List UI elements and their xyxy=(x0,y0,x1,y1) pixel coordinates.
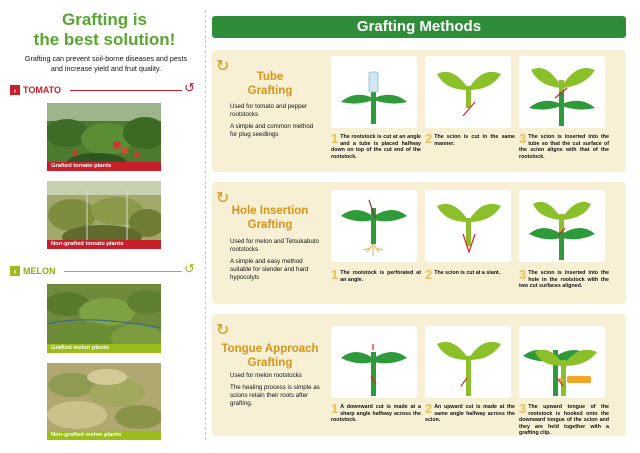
method-tongue-approach-grafting xyxy=(212,314,626,436)
tube-step-2-caption xyxy=(425,131,515,147)
tube-step-2-illustration xyxy=(425,56,511,128)
headline-line-2: the best solution! xyxy=(33,30,176,49)
step-text: A downward cut is made at a sharp angle halfway across the rootstock. xyxy=(331,404,421,423)
step-number: 2 xyxy=(425,267,433,282)
melon-tag-icon: › xyxy=(10,266,20,276)
tomato-tag-icon: › xyxy=(10,85,20,95)
melon-swirl-icon: ↺ xyxy=(184,261,195,276)
tube-step-3-illustration xyxy=(519,56,605,128)
step-number: 3 xyxy=(519,131,527,146)
step-text: The rootstock is cut at an angle and a tube is placed halfway down on top of the cut end of the rootstock. xyxy=(331,134,421,160)
tomato-label: TOMATO xyxy=(23,85,61,95)
tongue-step-3-caption xyxy=(519,401,609,437)
grafting-methods-title: Grafting Methods xyxy=(212,16,626,38)
headline-line-1: Grafting is xyxy=(61,10,147,29)
grafted-melon-caption: Grafted melon plants xyxy=(47,344,161,353)
tomato-divider xyxy=(70,90,182,91)
method-title xyxy=(216,70,324,98)
step-number: 1 xyxy=(331,131,339,146)
non-grafted-melon-photo xyxy=(47,363,161,431)
method-desc-benefit: A simple and easy method suitable for slender and hard hypocotyls xyxy=(230,258,309,281)
step-text: The scion is inserted into the hole in the rootstock with the two cut surfaces aligned. xyxy=(519,270,609,289)
hole-step-1-illustration xyxy=(331,190,417,262)
method-description xyxy=(230,238,322,286)
method-tube-grafting xyxy=(212,50,626,172)
step-number: 2 xyxy=(425,131,433,146)
method-title xyxy=(216,204,324,232)
step-number: 2 xyxy=(425,401,433,416)
step-number: 1 xyxy=(331,401,339,416)
step-number: 3 xyxy=(519,401,527,416)
step-number: 3 xyxy=(519,267,527,282)
tube-step-1-caption xyxy=(331,131,421,160)
non-grafted-tomato-photo xyxy=(47,181,161,249)
hole-swirl-icon: ↻ xyxy=(216,190,230,207)
method-title xyxy=(216,342,324,370)
method-title-line-2: Grafting xyxy=(247,85,293,97)
method-description xyxy=(230,372,322,412)
method-title-line-1: Tube xyxy=(256,71,284,83)
tomato-section-header xyxy=(10,83,61,97)
tomato-swirl-icon: ↺ xyxy=(184,80,195,95)
hole-step-2-caption xyxy=(425,267,515,282)
tongue-step-1-caption xyxy=(331,401,421,424)
step-text: The scion is cut at a slant. xyxy=(434,270,501,276)
method-desc-usage: Used for melon rootstocks xyxy=(230,372,302,379)
step-text: The upward tongue of the rootstock is hooked onto the downward tongue of the scion and they are held together with a grafting clip. xyxy=(519,404,609,436)
headline xyxy=(12,10,197,50)
hole-step-3-illustration xyxy=(519,190,605,262)
step-text: The rootstock is perforated at an angle. xyxy=(340,270,421,283)
tongue-step-1-illustration xyxy=(331,326,417,398)
grafted-tomato-photo xyxy=(47,103,161,171)
hole-step-1-caption xyxy=(331,267,421,283)
hole-step-3-caption xyxy=(519,267,609,290)
hole-step-2-illustration xyxy=(425,190,511,262)
grafted-melon-photo xyxy=(47,284,161,352)
melon-section-header xyxy=(10,264,56,278)
tongue-swirl-icon: ↻ xyxy=(216,322,230,339)
non-grafted-melon-caption: Non-grafted melon plants xyxy=(47,431,161,440)
melon-divider xyxy=(64,271,182,272)
method-desc-benefit: A simple and common method for plug seedlings xyxy=(230,123,314,138)
tongue-step-3-illustration xyxy=(519,326,605,398)
non-grafted-tomato-caption: Non-grafted tomato plants xyxy=(47,240,161,249)
method-desc-usage: Used for melon and Tetsukabuto rootstocks xyxy=(230,238,319,253)
step-text: The scion is inserted into the tube so that the cut surface of the scion aligns with that of the rootstock. xyxy=(519,134,609,160)
method-desc-usage: Used for tomato and pepper rootstocks xyxy=(230,103,308,118)
step-text: An upward cut is made at the same angle halfway across the scion. xyxy=(425,404,515,423)
tongue-step-2-caption xyxy=(425,401,515,424)
intro-text: Grafting can prevent soil-borne diseases and pests and increase yield and fruit quality. xyxy=(24,54,188,73)
method-hole-insertion-grafting xyxy=(212,182,626,304)
tube-step-3-caption xyxy=(519,131,609,160)
method-description xyxy=(230,103,322,143)
method-title-line-2: Grafting xyxy=(247,357,293,369)
method-title-line-2: Grafting xyxy=(247,219,293,231)
grafted-tomato-caption: Grafted tomato plants xyxy=(47,162,161,171)
method-title-line-1: Hole Insertion xyxy=(231,205,309,217)
melon-label: MELON xyxy=(23,266,56,276)
method-title-line-1: Tongue Approach xyxy=(221,343,319,355)
tongue-step-2-illustration xyxy=(425,326,511,398)
step-text: The scion is cut in the same manner. xyxy=(434,134,515,147)
tube-step-1-illustration xyxy=(331,56,417,128)
method-desc-benefit: The healing process is simple as scions retain their roots after grafting. xyxy=(230,384,320,407)
column-divider xyxy=(205,10,206,440)
left-panel xyxy=(0,0,205,453)
step-number: 1 xyxy=(331,267,339,282)
tube-swirl-icon: ↻ xyxy=(216,58,230,75)
